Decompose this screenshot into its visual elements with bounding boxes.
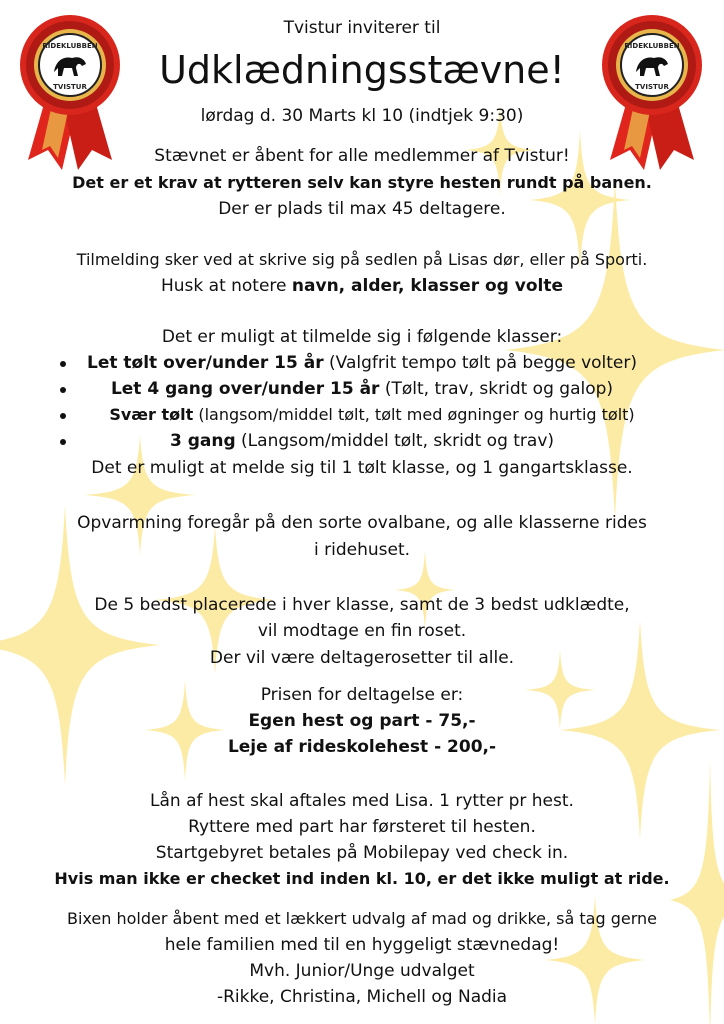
rule-loan: Lån af hest skal aftales med Lisa. 1 rytter pr hest. xyxy=(150,791,574,811)
class-name: Let tølt over/under 15 år xyxy=(86,353,324,373)
class-name: Let 4 gang over/under 15 år xyxy=(110,379,380,399)
price-school-horse: Leje af rideskolehest - 200,- xyxy=(227,737,497,757)
class-desc: (Tølt, trav, skridt og galop) xyxy=(379,379,614,399)
requirement-text: Det er et krav at rytteren selv kan styre hesten rundt på banen. xyxy=(72,173,652,192)
prizes-line-2: vil modtage en fin roset. xyxy=(257,621,467,641)
closing-signoff: Mvh. Junior/Unge udvalget xyxy=(249,961,475,981)
note-bold: navn, alder, klasser og volte xyxy=(291,276,564,296)
classes-intro: Det er muligt at tilmelde sig i følgende klasser: xyxy=(161,327,563,347)
class-desc: (langsom/middel tølt, tølt med øgninger og hurtig tølt) xyxy=(193,405,635,424)
prizes-line-3: Der vil være deltagerosetter til alle. xyxy=(209,648,515,668)
prizes-line-1: De 5 bedst placerede i hver klasse, samt de 3 bedst udklædte, xyxy=(94,595,630,615)
sparkle-icon xyxy=(395,550,455,630)
price-own-horse: Egen hest og part - 75,- xyxy=(248,711,476,731)
svg-text:RIDEKLUBBEN: RIDEKLUBBEN xyxy=(42,42,98,50)
svg-text:RIDEKLUBBEN: RIDEKLUBBEN xyxy=(624,42,680,50)
event-date: lørdag d. 30 Marts kl 10 (indtjek 9:30) xyxy=(200,106,524,126)
rule-payment: Startgebyret betales på Mobilepay ved check in. xyxy=(155,843,569,863)
class-desc: (Langsom/middel tølt, skridt og trav) xyxy=(235,431,555,451)
pricing-intro: Prisen for deltagelse er: xyxy=(260,685,464,705)
classes-limit: Det er muligt at melde sig til 1 tølt klasse, og 1 gangartsklasse. xyxy=(91,458,633,478)
registration-note xyxy=(0,275,724,297)
class-name: Svær tølt xyxy=(109,405,194,424)
warmup-line-2: i ridehuset. xyxy=(313,540,411,560)
closing-names: -Rikke, Christina, Michell og Nadia xyxy=(216,987,508,1007)
page-title: Udklædningsstævne! xyxy=(159,48,565,92)
capacity-text: Der er plads til max 45 deltagere. xyxy=(218,199,506,219)
sparkle-icon xyxy=(85,435,195,555)
rule-part: Ryttere med part har førsteret til hesten. xyxy=(188,817,536,837)
rule-deadline: Hvis man ikke er checket ind inden kl. 10, er det ikke muligt at ride. xyxy=(54,869,670,888)
svg-text:TVISTUR: TVISTUR xyxy=(53,83,87,91)
closing-line-2: hele familien med til en hyggeligt stævnedag! xyxy=(164,935,560,955)
registration-text: Tilmelding sker ved at skrive sig på sedlen på Lisas dør, eller på Sporti. xyxy=(76,250,648,269)
note-prefix: Husk at notere xyxy=(160,276,292,296)
open-text: Stævnet er åbent for alle medlemmer af Tvistur! xyxy=(154,146,570,166)
intro-text: Tvistur inviterer til xyxy=(283,18,441,38)
warmup-line-1: Opvarmning foregår på den sorte ovalbane, og alle klasserne rides xyxy=(77,513,647,533)
class-desc: (Valgfrit tempo tølt på begge volter) xyxy=(323,353,638,373)
closing-line-1: Bixen holder åbent med et lækkert udvalg af mad og drikke, så tag gerne xyxy=(66,909,657,928)
class-name: 3 gang xyxy=(169,431,236,451)
svg-text:TVISTUR: TVISTUR xyxy=(635,83,669,91)
